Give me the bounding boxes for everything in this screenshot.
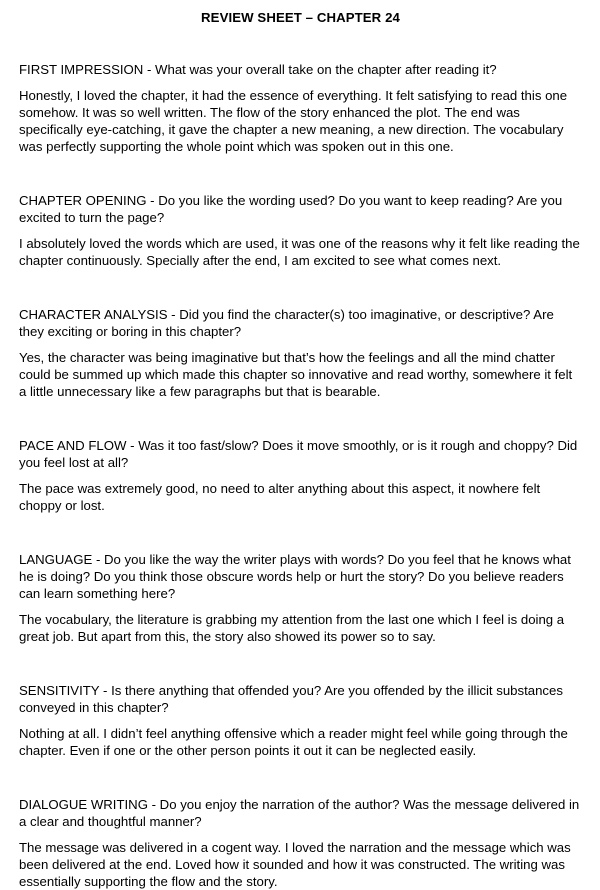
question-character-analysis: CHARACTER ANALYSIS - Did you find the character(s) too imaginative, or descriptive? Are they exciting or boring in this chapter? xyxy=(19,307,554,339)
question-sensitivity: SENSITIVITY - Is there anything that offended you? Are you offended by the illicit substances conveyed in this chapter? xyxy=(19,683,563,715)
section-chapter-opening xyxy=(19,192,582,269)
answer-first-impression: Honestly, I loved the chapter, it had the essence of everything. It felt satisfying to read this one somehow. It was so well written. The flow of the story enhanced the plot. The end was specifically eye-catching, it gave the chapter a new meaning, a new direction. The vocabulary was perfectly supporting the whole point which was spoken out in this one. xyxy=(19,88,568,154)
section-first-impression xyxy=(19,61,582,155)
answer-pace-and-flow: The pace was extremely good, no need to alter anything about this aspect, it nowhere felt choppy or lost. xyxy=(19,481,541,513)
question-chapter-opening: CHAPTER OPENING - Do you like the wording used? Do you want to keep reading? Are you excited to turn the page? xyxy=(19,193,563,225)
section-pace-and-flow xyxy=(19,437,582,514)
section-character-analysis xyxy=(19,306,582,400)
answer-sensitivity: Nothing at all. I didn’t feel anything offensive which a reader might feel while going through the chapter. Even if one or the other person points it out it can be neglected easily. xyxy=(19,726,568,758)
answer-language: The vocabulary, the literature is grabbing my attention from the last one which I feel is doing a great job. But apart from this, the story also showed its power so to say. xyxy=(19,612,565,644)
section-language xyxy=(19,551,582,645)
page-title: REVIEW SHEET – CHAPTER 24 xyxy=(201,10,400,25)
question-dialogue-writing: DIALOGUE WRITING - Do you enjoy the narration of the author? Was the message delivered in a clear and thoughtful manner? xyxy=(19,797,580,829)
answer-chapter-opening: I absolutely loved the words which are used, it was one of the reasons why it felt like reading the chapter continuously. Specially after the end, I am excited to see what comes next. xyxy=(19,236,580,268)
answer-character-analysis: Yes, the character was being imaginative but that’s how the feelings and all the mind chatter could be summed up which made this chapter so innovative and read worthy, somewhere it felt a little unnecessary like a few paragraphs but that is bearable. xyxy=(19,350,573,399)
question-first-impression: FIRST IMPRESSION - What was your overall take on the chapter after reading it? xyxy=(19,62,497,77)
answer-dialogue-writing: The message was delivered in a cogent way. I loved the narration and the message which was been delivered at the end. Loved how it sounded and how it was constructed. The writing was essentially supporting the flow and the story. xyxy=(19,840,571,889)
section-dialogue-writing xyxy=(19,796,582,890)
question-pace-and-flow: PACE AND FLOW - Was it too fast/slow? Does it move smoothly, or is it rough and choppy? Did you feel lost at all? xyxy=(19,438,578,470)
question-language: LANGUAGE - Do you like the way the writer plays with words? Do you feel that he knows what he is doing? Do you think those obscure words help or hurt the story? Do you believe readers can learn something here? xyxy=(19,552,571,601)
section-sensitivity xyxy=(19,682,582,759)
